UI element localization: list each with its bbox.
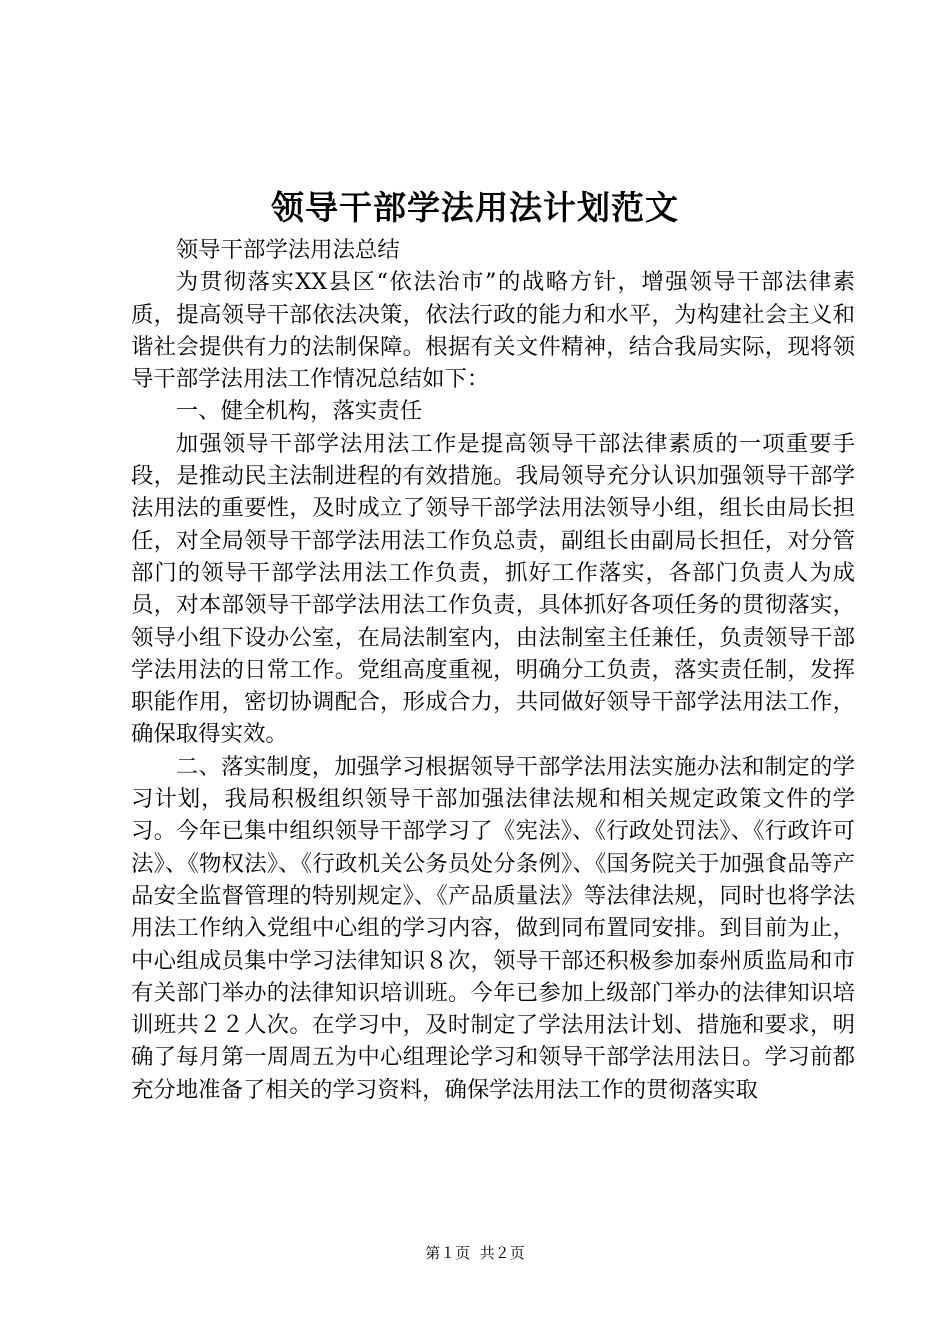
document-title: 领导干部学法用法计划范文 <box>271 188 679 227</box>
section-heading-1: 一、健全机构，落实责任 <box>175 398 423 425</box>
page-footer <box>0 1243 950 1263</box>
document-subtitle: 领导干部学法用法总结 <box>175 237 400 263</box>
document-body <box>131 234 855 1106</box>
paragraph-section-2: 二、落实制度，加强学习根据领导干部学法用法实施办法和制定的学习计划，我局积极组织领导干部加强法律法规和相关规定政策文件的学习。今年已集中组织领导干部学习了《宪法》、《行政处罚法》、《行政许可法》、《物权法》、《行政机关公务员处分条例》、《国务院关于加强食品等产品安全监督管理的特别规定》、《产品质量法》等法律法规，同时也将学法用法工作纳入党组中心组的学习内容，做到同布置同安排。到目前为止，中心组成员集中学习法律知识８次，领导干部还积极参加泰州质监局和市有关部门举办的法律知识培训班。今年已参加上级部门举办的法律知识培训班共２２人次。在学习中，及时制定了学法用法计划、措施和要求，明确了每月第一周周五为中心组理论学习和领导干部学法用法日。学习前都充分地准备了相关的学习资料，确保学法用法工作的贯彻落实取 <box>131 753 855 1103</box>
page-number-info: 第１页 共２页 <box>425 1244 525 1262</box>
paragraph-intro: 为贯彻落实XX县区“依法治市”的战略方针，增强领导干部法律素质，提高领导干部依法决策，依法行政的能力和水平，为构建社会主义和谐社会提供有力的法制保障。根据有关文件精神，结合我局实际，现将领导干部学法用法工作情况总结如下： <box>131 269 855 393</box>
paragraph-section-1: 加强领导干部学法用法工作是提高领导干部法律素质的一项重要手段，是推动民主法制进程的有效措施。我局领导充分认识加强领导干部学法用法的重要性，及时成立了领导干部学法用法领导小组，组长由局长担任，对全局领导干部学法用法工作负总责，副组长由副局长担任，对分管部门的领导干部学法用法工作负责，抓好工作落实，各部门负责人为成员，对本部领导干部学法用法工作负责，具体抓好各项任务的贯彻落实，领导小组下设办公室，在局法制室内，由法制室主任兼任，负责领导干部学法用法的日常工作。党组高度重视，明确分工负责，落实责任制，发挥职能作用，密切协调配合，形成合力，共同做好领导干部学法用法工作，确保取得实效。 <box>131 430 855 748</box>
